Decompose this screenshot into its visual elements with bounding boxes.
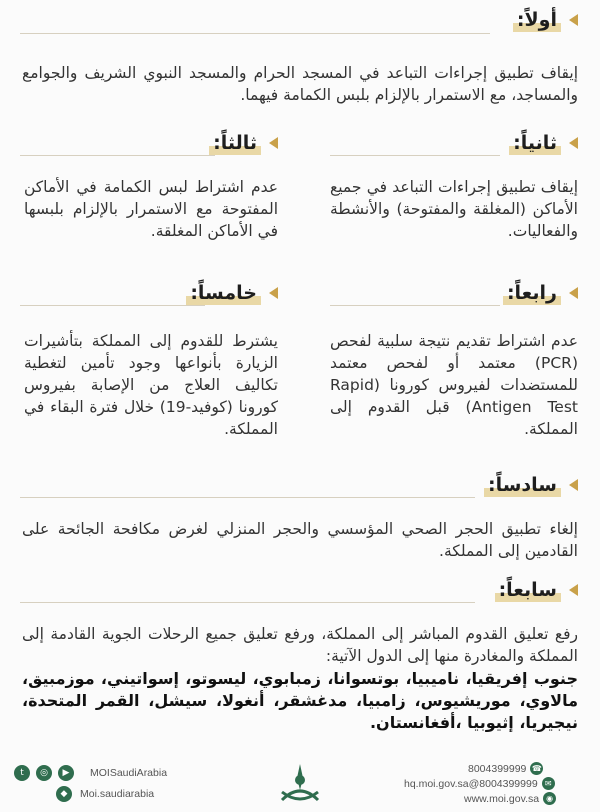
gold-arrow-icon [269, 287, 278, 299]
twitter-icon[interactable]: t [14, 765, 30, 781]
section-third-head [209, 128, 278, 158]
snap-handle[interactable] [80, 788, 154, 800]
gold-arrow-icon [569, 584, 578, 596]
phone-item[interactable] [468, 762, 547, 775]
section-third-body: عدم اشتراط لبس الكمامة في الأماكن المفتوحة مع الاستمرار بالإلزام بلبسها في الأماكن المغلقة. [24, 178, 278, 240]
section-seventh-body: رفع تعليق القدوم المباشر إلى المملكة، ورفع تعليق جميع الرحلات الجوية القادمة إلى المملكة والمغادرة منها إلى الدول الآتية: [22, 625, 578, 665]
gold-arrow-icon [569, 137, 578, 149]
website-text: www.moi.gov.sa [464, 792, 540, 805]
section-fifth-body: يشترط للقدوم إلى المملكة بتأشيرات الزيارة بأنواعها وجود تأمين لتغطية تكاليف العلاج من الإصابة بفيروس كورونا (كوفيد-19) خلال فترة البقاء في المملكة. [24, 332, 278, 438]
section-title: أولاً: [513, 8, 561, 32]
saudi-emblem-icon [270, 760, 330, 808]
email-item[interactable] [404, 777, 559, 790]
section-fifth-head [186, 278, 278, 308]
rule-sixth [20, 497, 475, 498]
section-first-body: إيقاف تطبيق إجراءات التباعد في المسجد الحرام والمسجد النبوي الشريف والجوامع والمساجد، مع الاستمرار بالإلزام بلبس الكمامة فيهما. [22, 64, 578, 104]
section-title: سادساً: [484, 473, 561, 497]
rule-third [20, 155, 215, 156]
section-seventh-head [495, 575, 578, 605]
section-fourth-head [503, 278, 578, 308]
twitter-handle-text: MOISaudiArabia [90, 767, 168, 779]
section-sixth-head [484, 470, 578, 500]
phone-text: 8004399999 [468, 762, 527, 775]
snapchat-icons [56, 786, 72, 802]
section-second-head [509, 128, 578, 158]
twitter-handle[interactable] [90, 767, 167, 779]
section-title: سابعاً: [495, 578, 561, 602]
social-icons [14, 765, 74, 781]
snapchat-icon[interactable]: ◆ [56, 786, 72, 802]
gold-arrow-icon [569, 479, 578, 491]
rule-fourth [330, 305, 500, 306]
website-item[interactable] [464, 792, 560, 805]
section-sixth-body: إلغاء تطبيق الحجر الصحي المؤسسي والحجر المنزلي لغرض مكافحة الجائحة على القادمين إلى المملكة. [22, 520, 578, 560]
rule-second [330, 155, 500, 156]
countries-list: جنوب إفريقيا، ناميبيا، بوتسوانا، زمبابوي، ليسوتو، إسواتيني، موزمبيق، مالاوي، موريشيوس، زامبيا، مدغشقر، أنغولا، سيشل، القمر المتحدة، نيجيريا، إثيوبيا ،أفغانستان. [22, 669, 578, 732]
section-second-body: إيقاف تطبيق إجراءات التباعد في جميع الأماكن (المغلقة والمفتوحة) والأنشطة والفعاليات. [330, 178, 578, 240]
gold-arrow-icon [569, 14, 578, 26]
section-title: خامساً: [186, 281, 261, 305]
email-icon: ✉ [542, 777, 555, 790]
instagram-icon[interactable]: ◎ [36, 765, 52, 781]
section-title: ثالثاً: [209, 131, 261, 155]
snap-handle-text: Moi.saudiarabia [80, 788, 155, 800]
phone-icon: ☎ [531, 764, 542, 773]
rule-seventh [20, 602, 475, 603]
youtube-icon[interactable]: ▶ [58, 765, 74, 781]
rule-fifth [20, 305, 205, 306]
email-text: 8004399999@hq.moi.gov.sa [404, 777, 538, 790]
gold-arrow-icon [569, 287, 578, 299]
section-fourth-body: عدم اشتراط تقديم نتيجة سلبية لفحص (PCR) معتمد أو لفحص معتمد للمستضدات لفيروس كورونا (Rapid Antigen Test) قبل القدوم إلى المملكة. [330, 332, 578, 438]
gold-arrow-icon [269, 137, 278, 149]
globe-icon: ◉ [543, 792, 556, 805]
rule-first [20, 33, 490, 34]
section-title: رابعاً: [503, 281, 561, 305]
section-first-head [513, 5, 578, 35]
section-title: ثانياً: [509, 131, 561, 155]
